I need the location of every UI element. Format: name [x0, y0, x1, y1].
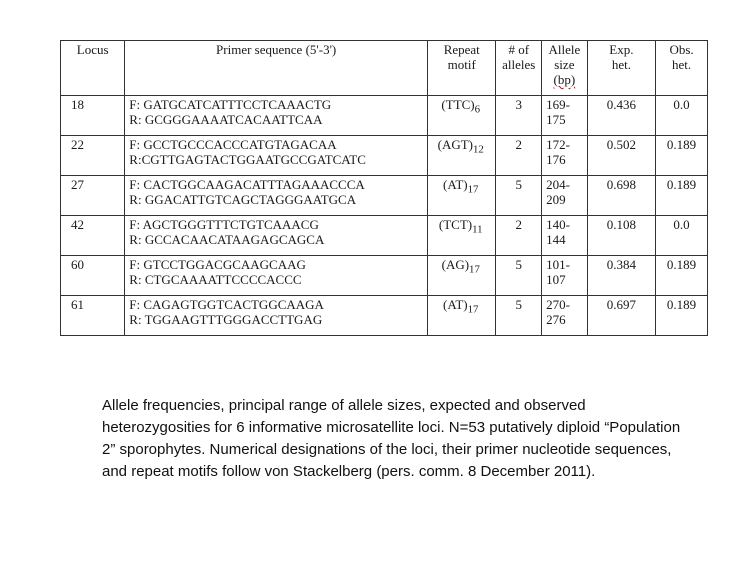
- cell-locus: 22: [61, 136, 125, 176]
- header-repeat-line1: Repeat: [443, 42, 480, 57]
- table-header-row: [61, 41, 708, 96]
- cell-obs-het: 0.189: [656, 176, 708, 216]
- primer-reverse: R: TGGAAGTTTGGGACCTTGAG: [129, 312, 323, 327]
- size-min: 270-: [546, 297, 570, 312]
- cell-repeat-motif: [428, 256, 496, 296]
- header-obs-het: [656, 41, 708, 96]
- microsatellite-table: [60, 40, 708, 336]
- cell-num-alleles: 5: [496, 296, 542, 336]
- header-exp-line1: Exp.: [609, 42, 634, 57]
- header-repeat-line2: motif: [447, 57, 476, 72]
- primer-forward: F: GCCTGCCCACCCATGTAGACAA: [129, 137, 337, 152]
- size-min: 172-: [546, 137, 570, 152]
- header-obs-line1: Obs.: [669, 42, 694, 57]
- cell-locus: 27: [61, 176, 125, 216]
- size-max: 276: [546, 312, 566, 327]
- cell-repeat-motif: [428, 216, 496, 256]
- cell-allele-size: [542, 216, 588, 256]
- cell-num-alleles: 2: [496, 136, 542, 176]
- header-primer: [125, 41, 428, 96]
- cell-allele-size: [542, 96, 588, 136]
- table-row: [61, 256, 708, 296]
- table-row: [61, 96, 708, 136]
- table-row: [61, 176, 708, 216]
- cell-primers: [125, 296, 428, 336]
- table-row: [61, 296, 708, 336]
- cell-primers: [125, 96, 428, 136]
- size-max: 175: [546, 112, 566, 127]
- header-locus: [61, 41, 125, 96]
- header-primer-label: Primer sequence (5'-3'): [216, 42, 337, 57]
- motif-text: (AG): [441, 257, 470, 272]
- header-alleles-line1: # of: [508, 42, 530, 57]
- size-max: 107: [546, 272, 566, 287]
- cell-allele-size: [542, 136, 588, 176]
- cell-exp-het: 0.697: [587, 296, 655, 336]
- cell-primers: [125, 256, 428, 296]
- microsatellite-table-container: [60, 40, 708, 336]
- primer-forward: F: CAGAGTGGTCACTGGCAAGA: [129, 297, 324, 312]
- cell-primers: [125, 136, 428, 176]
- cell-obs-het: 0.189: [656, 296, 708, 336]
- cell-repeat-motif: [428, 296, 496, 336]
- motif-text: (TTC): [441, 97, 475, 112]
- motif-text: (AT): [443, 177, 468, 192]
- primer-reverse: R: GCGGGAAAATCACAATTCAA: [129, 112, 323, 127]
- size-min: 204-: [546, 177, 570, 192]
- primer-reverse: R:CGTTGAGTACTGGAATGCCGATCATC: [129, 152, 366, 167]
- header-alleles-line2: alleles: [502, 57, 536, 72]
- cell-obs-het: 0.189: [656, 136, 708, 176]
- size-min: 169-: [546, 97, 570, 112]
- header-exp-line2: het.: [611, 57, 631, 72]
- primer-forward: F: GTCCTGGACGCAAGCAAG: [129, 257, 306, 272]
- primer-forward: F: GATGCATCATTTCCTCAAACTG: [129, 97, 332, 112]
- cell-allele-size: [542, 296, 588, 336]
- motif-subscript: 17: [467, 303, 479, 316]
- cell-exp-het: 0.502: [587, 136, 655, 176]
- cell-obs-het: 0.0: [656, 96, 708, 136]
- primer-reverse: R: GGACATTGTCAGCTAGGGAATGCA: [129, 192, 357, 207]
- header-allele-size: [542, 41, 588, 96]
- cell-repeat-motif: [428, 96, 496, 136]
- table-row: [61, 136, 708, 176]
- header-obs-line2: het.: [671, 57, 692, 72]
- header-repeat-motif: [428, 41, 496, 96]
- header-num-alleles: [496, 41, 542, 96]
- cell-allele-size: [542, 176, 588, 216]
- motif-subscript: 12: [473, 143, 484, 156]
- cell-exp-het: 0.436: [587, 96, 655, 136]
- motif-subscript: 6: [474, 103, 481, 116]
- cell-num-alleles: 5: [496, 256, 542, 296]
- header-size-line1: Allele: [548, 42, 581, 57]
- motif-subscript: 17: [467, 183, 479, 196]
- cell-allele-size: [542, 256, 588, 296]
- size-max: 209: [546, 192, 566, 207]
- primer-reverse: R: GCCACAACATAAGAGCAGCA: [129, 232, 325, 247]
- table-caption: Allele frequencies, principal range of allele sizes, expected and observed heterozygosities for 6 informative microsatellite loci. N=53 putatively diploid “Population 2” sporophytes. Numerical designations of the loci, their primer nucleotide sequences, and repeat motifs follow von Stackelberg (pers. comm. 8 December 2011).: [102, 397, 681, 480]
- cell-locus: 61: [61, 296, 125, 336]
- cell-obs-het: 0.0: [656, 216, 708, 256]
- motif-subscript: 11: [472, 223, 483, 236]
- cell-primers: [125, 216, 428, 256]
- header-size-line3: (bp): [553, 72, 576, 87]
- size-max: 144: [546, 232, 566, 247]
- cell-repeat-motif: [428, 176, 496, 216]
- cell-exp-het: 0.698: [587, 176, 655, 216]
- size-min: 140-: [546, 217, 570, 232]
- size-min: 101-: [546, 257, 570, 272]
- cell-num-alleles: 3: [496, 96, 542, 136]
- cell-locus: 18: [61, 96, 125, 136]
- cell-exp-het: 0.384: [587, 256, 655, 296]
- header-exp-het: [587, 41, 655, 96]
- primer-reverse: R: CTGCAAAATTCCCCACCC: [129, 272, 302, 287]
- cell-obs-het: 0.189: [656, 256, 708, 296]
- table-row: [61, 216, 708, 256]
- motif-subscript: 17: [469, 263, 480, 276]
- cell-locus: 42: [61, 216, 125, 256]
- cell-num-alleles: 5: [496, 176, 542, 216]
- motif-text: (TCT): [438, 217, 473, 232]
- cell-num-alleles: 2: [496, 216, 542, 256]
- motif-text: (AT): [443, 297, 468, 312]
- primer-forward: F: CACTGGCAAGACATTTAGAAACCCA: [129, 177, 365, 192]
- primer-forward: F: AGCTGGGTTTCTGTCAAACG: [129, 217, 319, 232]
- cell-locus: 60: [61, 256, 125, 296]
- cell-primers: [125, 176, 428, 216]
- motif-text: (AGT): [437, 137, 474, 152]
- header-locus-label: Locus: [76, 42, 109, 57]
- cell-repeat-motif: [428, 136, 496, 176]
- size-max: 176: [546, 152, 566, 167]
- cell-exp-het: 0.108: [587, 216, 655, 256]
- header-size-line2: size: [554, 57, 575, 72]
